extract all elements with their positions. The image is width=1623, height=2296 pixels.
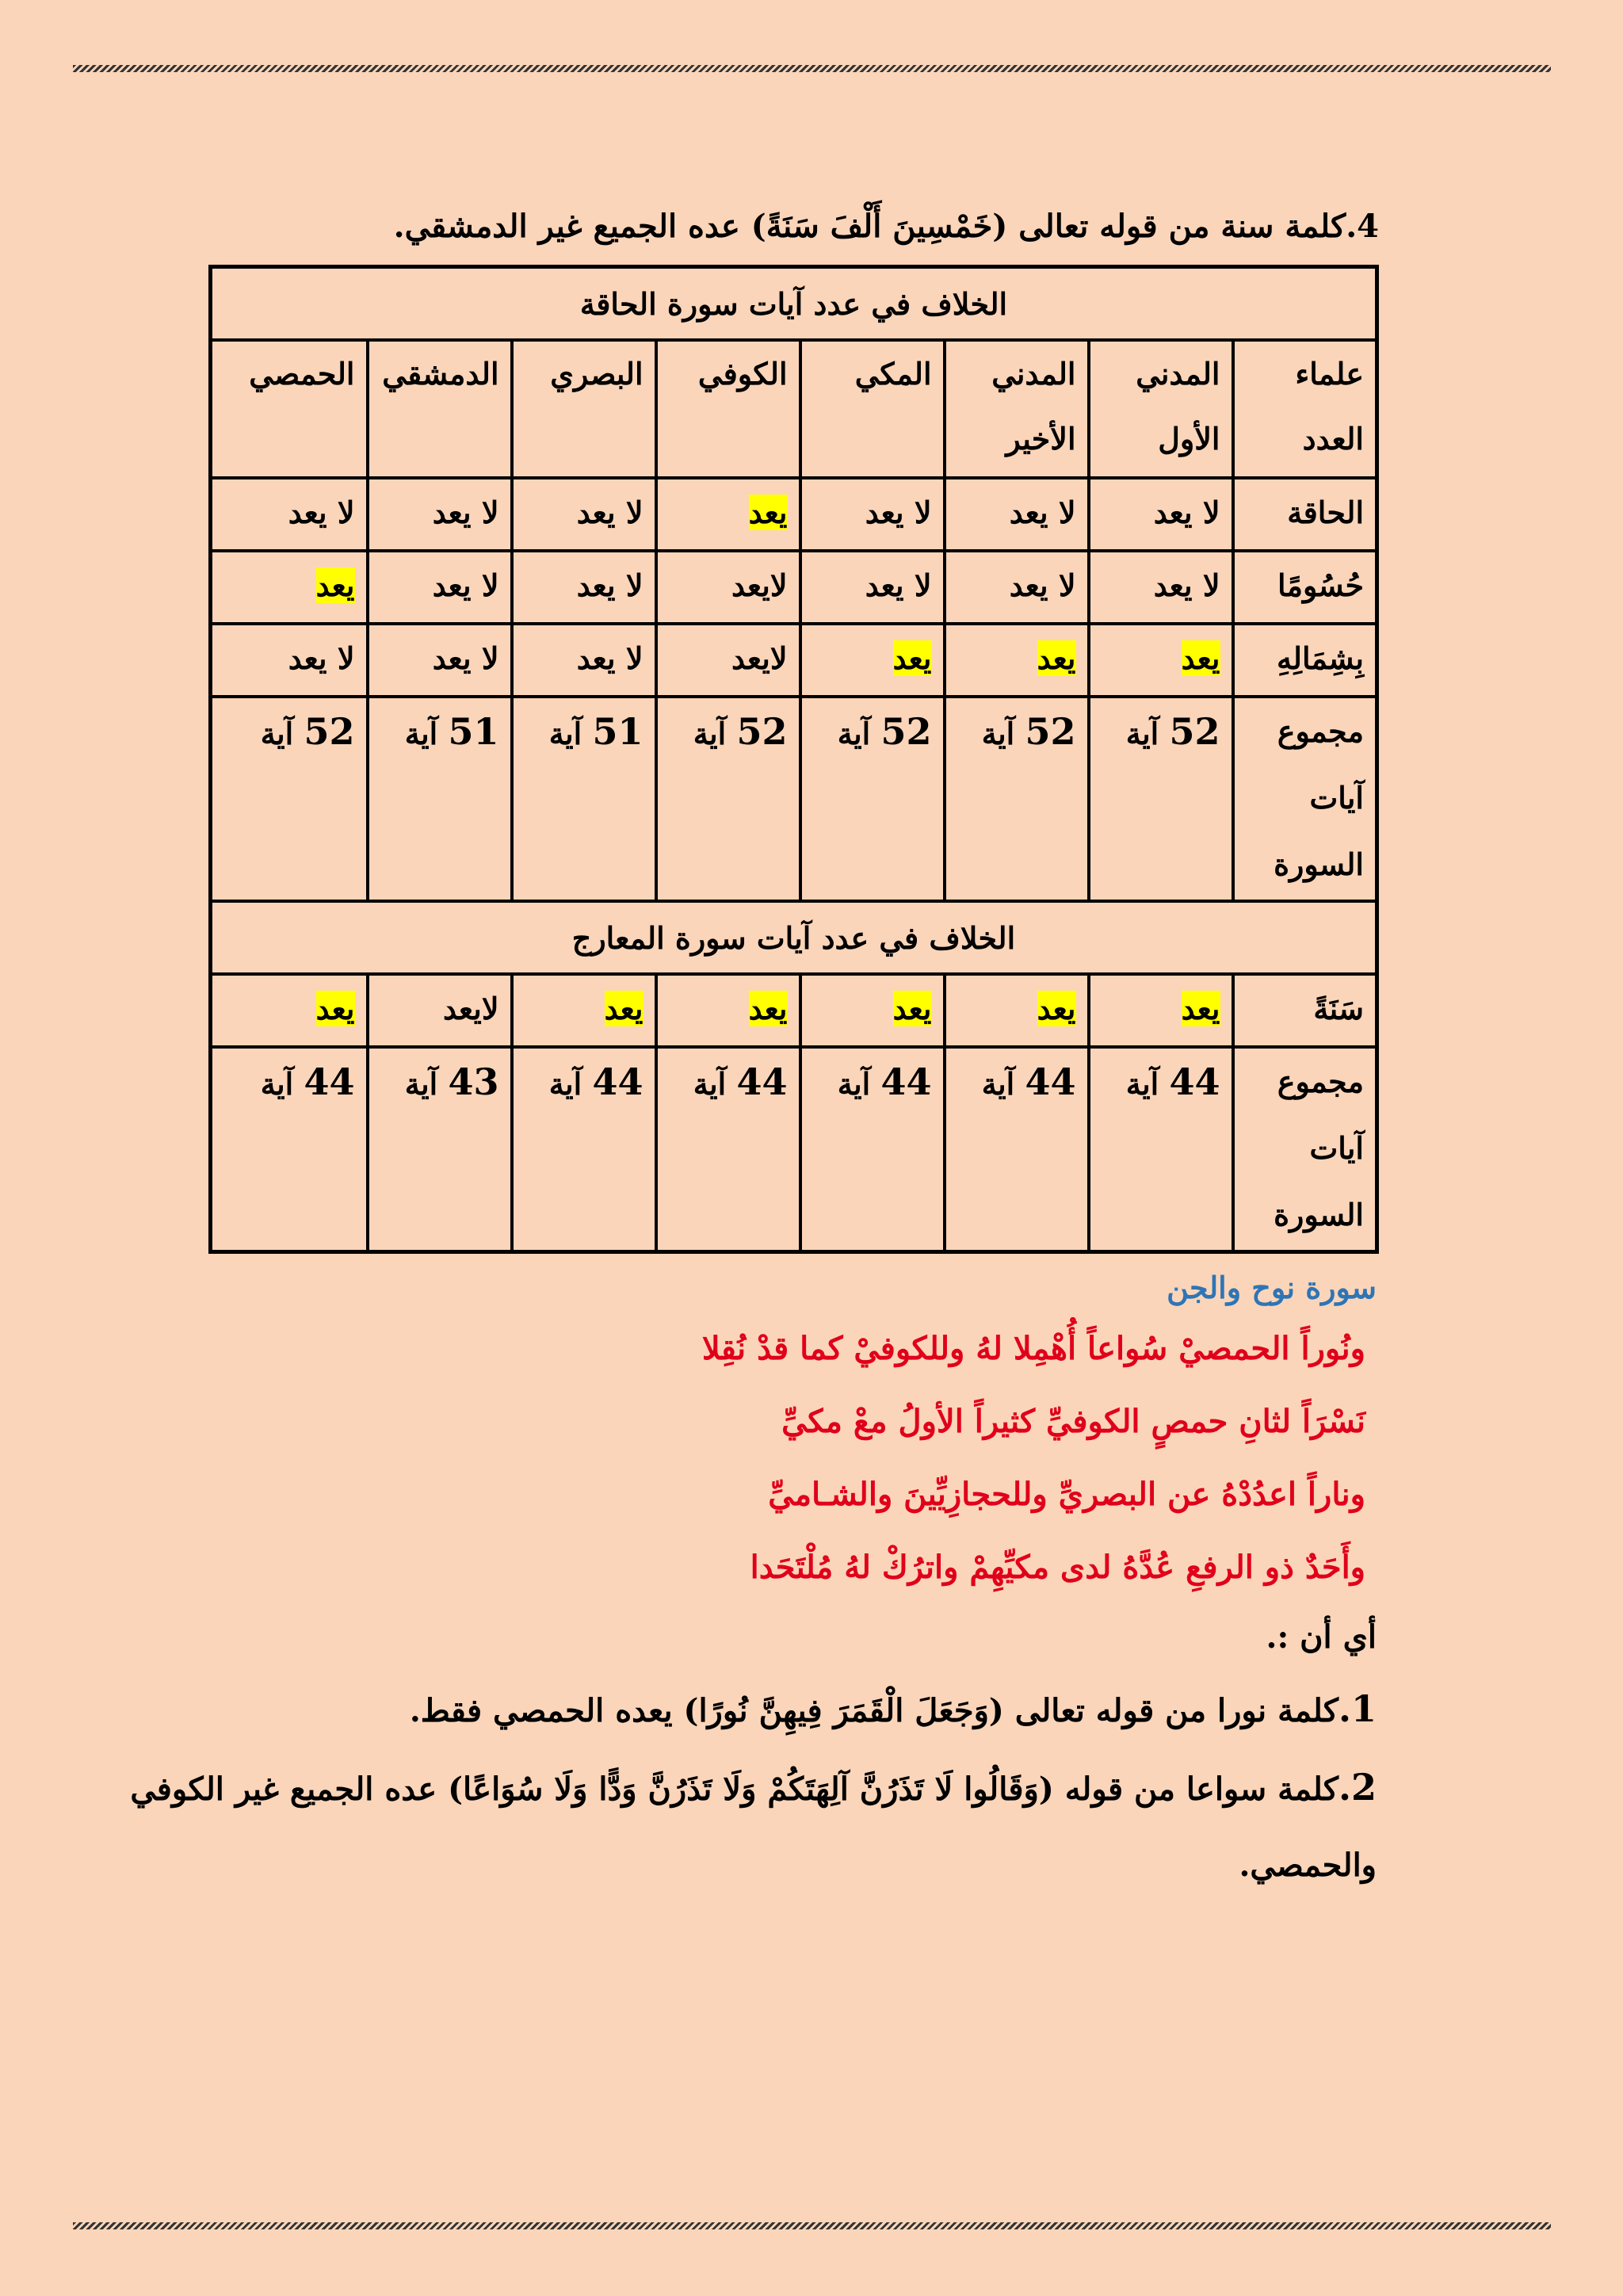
maarij-total-row	[210, 1047, 1377, 1252]
count-cell	[368, 551, 512, 624]
poem-line: ونُوراً الحمصيْ سُواعاً أُهْمِلا لهُ وللكوفيْ كما قدْ نُقِلا	[701, 1330, 1365, 1367]
count-value: يعد	[892, 640, 932, 676]
verse-count-table	[208, 265, 1379, 1254]
count-value: لا يعد	[1009, 567, 1076, 603]
ayah-word: آية	[837, 716, 871, 751]
count-value: يعد	[748, 495, 788, 530]
total-number: 51	[592, 710, 643, 753]
count-cell	[210, 551, 367, 624]
count-value: يعد	[1181, 991, 1220, 1026]
count-cell	[210, 624, 367, 697]
count-cell	[800, 551, 945, 624]
header-cell: علماء العدد	[1233, 340, 1377, 478]
count-cell	[512, 551, 656, 624]
count-value: لا يعد	[865, 567, 932, 603]
top-decorative-rule	[73, 65, 1551, 72]
ayah-word: آية	[693, 1066, 727, 1102]
total-number: 51	[448, 710, 499, 753]
row-label: مجموع آيات السورة	[1233, 697, 1377, 901]
ayah-word: آية	[981, 1066, 1015, 1102]
ayah-word: آية	[404, 1066, 438, 1102]
count-value: لا يعد	[288, 495, 355, 530]
ayah-word: آية	[1125, 1066, 1159, 1102]
count-value: لايعد	[442, 991, 499, 1026]
ayah-word: آية	[693, 716, 727, 751]
list-item	[127, 1671, 1383, 1749]
count-value: لا يعد	[1153, 495, 1220, 530]
count-cell	[512, 974, 656, 1047]
haqqah-title: الخلاف في عدد آيات سورة الحاقة	[210, 267, 1377, 341]
count-value: لايعد	[731, 640, 788, 676]
count-value: يعد	[1037, 991, 1076, 1026]
count-value: يعد	[1181, 640, 1220, 676]
ayah-word: آية	[837, 1066, 871, 1102]
count-cell	[945, 478, 1089, 551]
intro-text: كلمة سنة من قوله تعالى (خَمْسِينَ أَلْفَ سَنَةً) عده الجميع غير الدمشقي.	[393, 208, 1346, 245]
total-cell	[656, 697, 800, 901]
count-value: لا يعد	[432, 567, 499, 603]
count-cell	[656, 551, 800, 624]
count-value: يعد	[315, 567, 355, 603]
total-number: 52	[1169, 710, 1220, 753]
count-cell	[945, 974, 1089, 1047]
count-cell	[800, 624, 945, 697]
item-number: 1.	[1338, 1687, 1377, 1730]
maarij-title: الخلاف في عدد آيات سورة المعارج	[210, 901, 1377, 974]
row-label: بِشِمَالِهِ	[1233, 624, 1377, 697]
count-value: يعد	[315, 991, 355, 1026]
count-value: لا يعد	[576, 640, 643, 676]
total-cell	[656, 1047, 800, 1252]
explain-label: أي أن :.	[1266, 1618, 1377, 1656]
count-value: لا يعد	[288, 640, 355, 676]
row-label: سَنَةً	[1233, 974, 1377, 1047]
total-number: 44	[736, 1060, 788, 1103]
header-cell: الحمصي	[210, 340, 367, 478]
item-text: كلمة سواعا من قوله (وَقَالُوا لَا تَذَرُنَّ آلِهَتَكُمْ وَلَا تَذَرُنَّ وَدًّا وَلَا سُوَاعًا) عده الجميع غير الكوفي والحمصي.	[130, 1771, 1377, 1884]
count-cell	[512, 478, 656, 551]
count-cell	[1089, 551, 1233, 624]
maarij-row	[210, 974, 1377, 1047]
header-cell: المكي	[800, 340, 945, 478]
page-content	[127, 198, 1383, 1904]
total-number: 44	[592, 1060, 643, 1103]
count-cell	[1089, 478, 1233, 551]
count-value: لا يعد	[1009, 495, 1076, 530]
count-cell	[800, 974, 945, 1047]
count-value: لا يعد	[865, 495, 932, 530]
count-value: يعد	[748, 991, 788, 1026]
count-value: لا يعد	[1153, 567, 1220, 603]
count-cell	[368, 478, 512, 551]
ayah-word: آية	[260, 1066, 294, 1102]
total-cell	[368, 697, 512, 901]
count-cell	[512, 624, 656, 697]
count-cell	[800, 478, 945, 551]
count-cell	[656, 478, 800, 551]
poem-line: وأَحَدٌ ذو الرفعِ عُدَّهُ لدى مكيِّهِمْ واترُكْ لهُ مُلْتَحَدا	[750, 1549, 1365, 1586]
total-cell	[800, 697, 945, 901]
header-row	[210, 340, 1377, 478]
count-value: لا يعد	[432, 495, 499, 530]
table-row	[210, 551, 1377, 624]
count-value: يعد	[604, 991, 643, 1026]
total-number: 44	[880, 1060, 932, 1103]
total-cell	[368, 1047, 512, 1252]
count-value: لا يعد	[576, 495, 643, 530]
count-cell	[945, 624, 1089, 697]
haqqah-total-row	[210, 697, 1377, 901]
count-cell	[1089, 974, 1233, 1047]
count-cell	[1089, 624, 1233, 697]
total-cell	[800, 1047, 945, 1252]
count-value: لايعد	[731, 567, 788, 603]
row-label: الحاقة	[1233, 478, 1377, 551]
total-number: 52	[304, 710, 355, 753]
count-cell	[368, 624, 512, 697]
header-cell: المدني الأول	[1089, 340, 1233, 478]
ayah-word: آية	[548, 716, 582, 751]
total-number: 44	[304, 1060, 355, 1103]
count-cell	[656, 974, 800, 1047]
count-cell	[368, 974, 512, 1047]
total-cell	[945, 1047, 1089, 1252]
count-cell	[656, 624, 800, 697]
intro-number: 4.	[1346, 208, 1379, 245]
total-cell	[1089, 1047, 1233, 1252]
header-cell: المدني الأخير	[945, 340, 1089, 478]
row-label: مجموع آيات السورة	[1233, 1047, 1377, 1252]
table-row	[210, 624, 1377, 697]
ayah-word: آية	[260, 716, 294, 751]
header-cell: الدمشقي	[368, 340, 512, 478]
total-number: 52	[1025, 710, 1076, 753]
poem	[127, 1312, 1383, 1604]
item-number: 2.	[1338, 1766, 1377, 1809]
count-cell	[210, 478, 367, 551]
ayah-word: آية	[981, 716, 1015, 751]
list-item	[127, 1749, 1383, 1904]
table-row	[210, 478, 1377, 551]
total-number: 44	[1025, 1060, 1076, 1103]
total-number: 52	[880, 710, 932, 753]
count-value: لا يعد	[576, 567, 643, 603]
count-cell	[945, 551, 1089, 624]
section-title: سورة نوح والجن	[1167, 1270, 1377, 1305]
bottom-decorative-rule	[73, 2222, 1551, 2229]
poem-line: نَسْرَاً لثانِ حمصٍ الكوفيِّ كثيراً الأولُ معْ مكيِّ	[781, 1403, 1365, 1440]
total-number: 43	[448, 1060, 499, 1103]
item-text: كلمة نورا من قوله تعالى (وَجَعَلَ الْقَمَرَ فِيهِنَّ نُورًا) يعده الحمصي فقط.	[409, 1692, 1338, 1729]
total-cell	[210, 1047, 367, 1252]
total-number: 52	[736, 710, 788, 753]
count-value: يعد	[892, 991, 932, 1026]
header-cell: البصري	[512, 340, 656, 478]
count-value: يعد	[1037, 640, 1076, 676]
intro-line	[127, 198, 1383, 265]
count-cell	[210, 974, 367, 1047]
poem-line: وناراً اعدُدْهُ عن البصريِّ وللحجازِيِّينَ والشـاميِّ	[768, 1476, 1365, 1513]
total-cell	[945, 697, 1089, 901]
ayah-word: آية	[548, 1066, 582, 1102]
total-number: 44	[1169, 1060, 1220, 1103]
total-cell	[210, 697, 367, 901]
ayah-word: آية	[404, 716, 438, 751]
total-cell	[512, 697, 656, 901]
header-cell: الكوفي	[656, 340, 800, 478]
ayah-word: آية	[1125, 716, 1159, 751]
count-value: لا يعد	[432, 640, 499, 676]
row-label: حُسُومًا	[1233, 551, 1377, 624]
total-cell	[1089, 697, 1233, 901]
total-cell	[512, 1047, 656, 1252]
